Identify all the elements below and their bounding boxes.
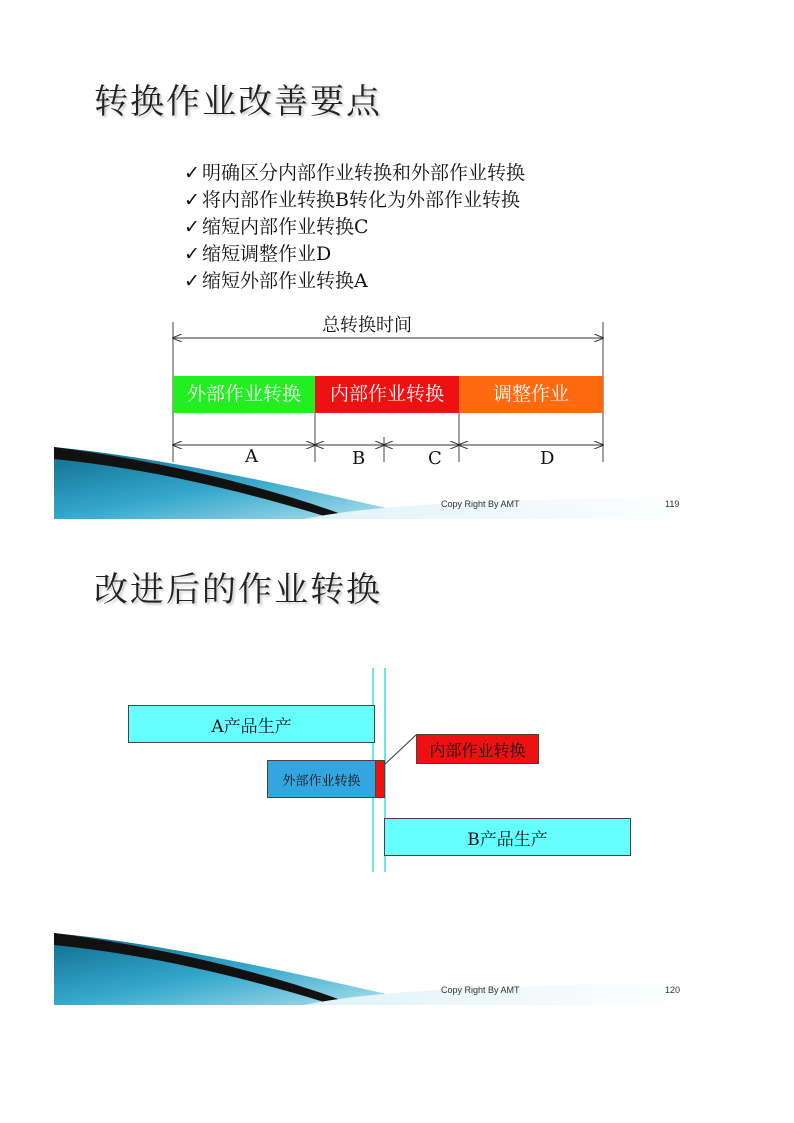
segment-label-a: A [245, 446, 258, 467]
b-production-box: B产品生产 [384, 818, 631, 856]
segment-label-b: B [352, 448, 366, 469]
bullet-item: ✓ 缩短内部作业转换C [184, 214, 525, 241]
segment-label-d: D [540, 448, 555, 469]
segment-label-c: C [428, 448, 442, 469]
bullet-item: ✓ 缩短外部作业转换A [184, 268, 525, 295]
external-changeover-box: 外部作业转换 [267, 760, 376, 798]
bar-label-adjust: 调整作业 [492, 383, 569, 405]
page-number: 119 [665, 499, 680, 509]
slide-120 [54, 518, 694, 1005]
slide-swoosh-decoration [54, 419, 694, 519]
bar-label-external: 外部作业转换 [186, 383, 301, 405]
bar-label-internal: 内部作业转换 [329, 383, 444, 405]
page-number: 120 [665, 985, 681, 995]
check-icon: ✓ [184, 270, 200, 292]
slide-title: 改进后的作业转换 [94, 570, 382, 610]
copyright-text: Copy Right By AMT [441, 499, 520, 509]
a-production-box: A产品生产 [128, 705, 375, 743]
slide-119 [54, 32, 694, 519]
callout-line [383, 735, 416, 766]
bullet-item: ✓ 将内部作业转换B转化为外部作业转换 [184, 187, 525, 214]
total-time-label: 总转换时间 [322, 315, 412, 336]
internal-changeover-callout: 内部作业转换 [416, 734, 539, 764]
slide-title: 转换作业改善要点 [94, 82, 382, 122]
bullet-item: ✓ 缩短调整作业D [184, 241, 525, 268]
slide-swoosh-decoration [54, 905, 694, 1005]
internal-changeover-mark [375, 760, 385, 798]
check-icon: ✓ [184, 162, 200, 184]
check-icon: ✓ [184, 243, 200, 265]
bullet-item: ✓ 明确区分内部作业转换和外部作业转换 [184, 160, 525, 187]
check-icon: ✓ [184, 189, 200, 211]
check-icon: ✓ [184, 216, 200, 238]
copyright-text: Copy Right By AMT [441, 985, 520, 995]
